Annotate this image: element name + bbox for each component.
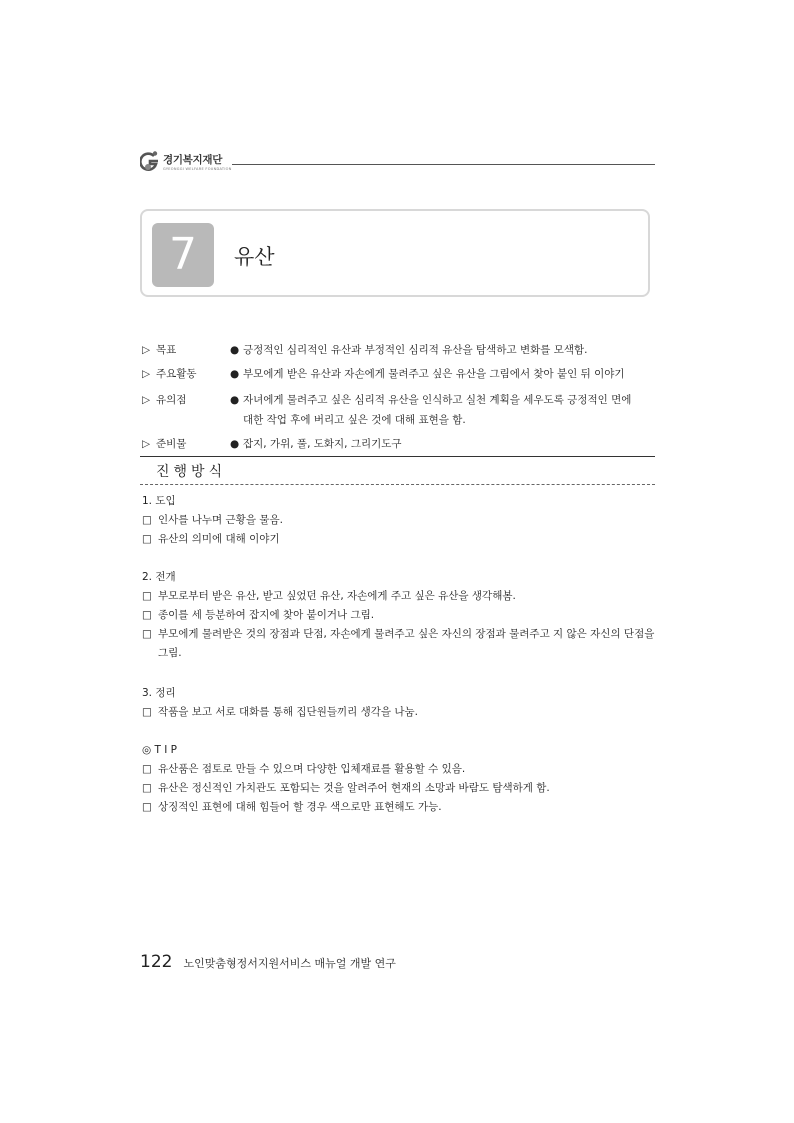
list-item: □ 유산은 정신적인 가치관도 포함되는 것을 알려주어 현재의 소망과 바람도 탐색하게 함. — [142, 779, 662, 798]
checkbox-icon: □ — [142, 590, 152, 602]
list-item: □ 인사를 나누며 근황을 물음. — [142, 511, 662, 530]
checkbox-icon: □ — [142, 706, 152, 718]
info-label: 목표 — [156, 344, 177, 356]
info-label: 유의점 — [156, 394, 187, 406]
section-header — [140, 456, 655, 487]
page-number: 122 — [140, 952, 173, 972]
page-header — [140, 148, 655, 178]
triangle-icon: ▷ — [142, 438, 151, 450]
step-develop — [142, 568, 662, 663]
org-logo — [140, 150, 240, 178]
list-item: □ 종이를 세 등분하여 잡지에 찾아 붙이거나 그림. — [142, 606, 662, 625]
info-label: 주요활동 — [156, 368, 197, 380]
tip-section — [142, 741, 662, 817]
logo-icon — [140, 150, 160, 174]
org-subname: GYEONGGI WELFARE FOUNDATION — [163, 167, 232, 171]
info-value: 잡지, 가위, 풀, 도화지, 그리기도구 — [243, 438, 402, 450]
checkbox-icon: □ — [142, 628, 152, 640]
list-item: □ 유산의 의미에 대해 이야기 — [142, 530, 662, 549]
info-value: 부모에게 받은 유산과 자손에게 물려주고 싶은 유산을 그림에서 찾아 붙인 뒤 이야기 — [243, 368, 625, 380]
info-value: 자녀에게 물려주고 싶은 심리적 유산을 인식하고 실천 계획을 세우도록 긍정적인 면에 대한 작업 후에 버리고 싶은 것에 대해 표현을 함. — [243, 394, 632, 426]
chapter-number: 7 — [152, 223, 214, 287]
list-item: □ 작품을 보고 서로 대화를 통해 집단원들끼리 생각을 나눔. — [142, 703, 662, 722]
org-name: 경기복지재단 — [163, 154, 223, 166]
checkbox-icon: □ — [142, 609, 152, 621]
triangle-icon: ▷ — [142, 344, 151, 356]
step-intro — [142, 492, 662, 549]
list-item: □ 유산품은 점토로 만들 수 있으며 다양한 입체재료를 활용할 수 있음. — [142, 760, 662, 779]
step-heading: 1. 도입 — [142, 495, 176, 507]
header-rule — [232, 164, 655, 165]
info-row — [142, 340, 662, 364]
triangle-icon: ▷ — [142, 394, 151, 406]
info-row — [142, 364, 662, 390]
step-wrapup — [142, 684, 662, 722]
bullet-icon: ● — [230, 438, 240, 450]
tip-heading: ◎ T I P — [142, 744, 178, 756]
info-row — [142, 390, 662, 434]
chapter-banner — [140, 209, 650, 297]
footer-title: 노인맞춤형정서지원서비스 매뉴얼 개발 연구 — [183, 957, 396, 970]
checkbox-icon: □ — [142, 514, 152, 526]
session-info — [142, 340, 662, 456]
page-footer — [140, 952, 396, 972]
triangle-icon: ▷ — [142, 368, 151, 380]
bullet-icon: ● — [230, 344, 240, 356]
bullet-icon: ● — [230, 368, 240, 380]
checkbox-icon: □ — [142, 533, 152, 545]
step-heading: 3. 정리 — [142, 687, 176, 699]
section-title: 진행방식 — [156, 464, 227, 480]
info-row — [142, 434, 662, 456]
info-value: 긍정적인 심리적인 유산과 부정적인 심리적 유산을 탐색하고 변화를 모색함. — [243, 344, 588, 356]
chapter-title: 유산 — [234, 245, 275, 269]
bullet-icon: ● — [230, 394, 240, 406]
checkbox-icon: □ — [142, 782, 152, 794]
list-item: □ 상징적인 표현에 대해 힘들어 할 경우 색으로만 표현해도 가능. — [142, 798, 662, 817]
list-item: □ 부모에게 물려받은 것의 장점과 단점, 자손에게 물려주고 싶은 자신의 장점과 물려주고 지 않은 자신의 단점을 그림. — [142, 625, 658, 663]
checkbox-icon: □ — [142, 801, 152, 813]
info-label: 준비물 — [156, 438, 187, 450]
section-divider — [140, 484, 655, 485]
checkbox-icon: □ — [142, 763, 152, 775]
list-item: □ 부모로부터 받은 유산, 받고 싶었던 유산, 자손에게 주고 싶은 유산을 생각해봄. — [142, 587, 662, 606]
step-heading: 2. 전개 — [142, 571, 176, 583]
